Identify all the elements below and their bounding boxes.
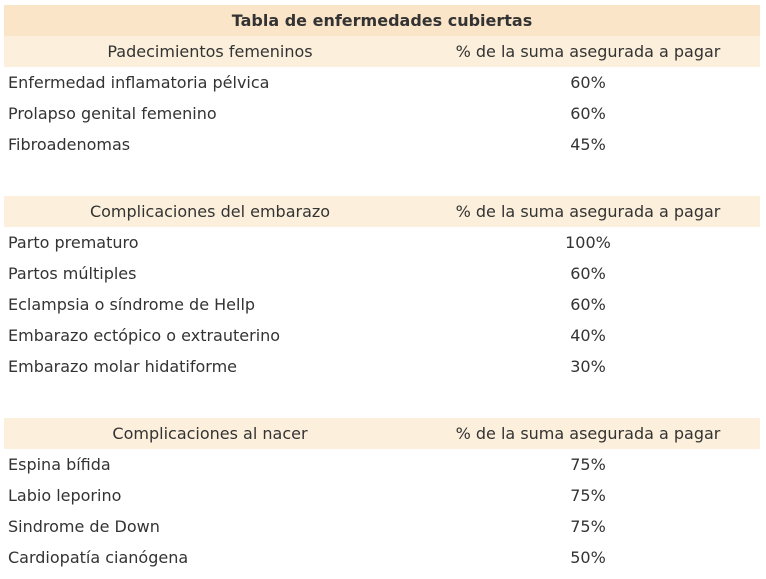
table-row (4, 511, 760, 542)
table-row (4, 67, 760, 98)
row-value: 100% (565, 233, 611, 252)
table-title: Tabla de enfermedades cubiertas (4, 5, 760, 36)
row-label: Prolapso genital femenino (8, 104, 217, 123)
section-header-embarazo (4, 196, 760, 227)
section-header-value-label: % de la suma asegurada a pagar (455, 202, 721, 221)
table-row (4, 258, 760, 289)
row-value: 75% (570, 517, 606, 536)
row-value: 45% (570, 135, 606, 154)
table-row (4, 129, 760, 160)
row-label: Espina bífida (8, 455, 111, 474)
row-value: 60% (570, 73, 606, 92)
row-value: 50% (570, 548, 606, 567)
section-header-label: Complicaciones del embarazo (89, 202, 331, 221)
row-label: Partos múltiples (8, 264, 137, 283)
table-row (4, 289, 760, 320)
table-row (4, 480, 760, 511)
table-row (4, 542, 760, 573)
row-value: 60% (570, 295, 606, 314)
row-label: Eclampsia o síndrome de Hellp (8, 295, 256, 314)
row-label: Embarazo ectópico o extrauterino (8, 326, 281, 345)
section-header-label: Complicaciones al nacer (112, 424, 308, 443)
section-header-value-label: % de la suma asegurada a pagar (455, 424, 721, 443)
row-value: 40% (570, 326, 606, 345)
row-label: Sindrome de Down (8, 517, 160, 536)
row-label: Labio leporino (8, 486, 122, 505)
row-label: Cardiopatía cianógena (8, 548, 189, 567)
section-header-value-label: % de la suma asegurada a pagar (455, 42, 721, 61)
section-header-femeninos (4, 36, 760, 67)
table-row (4, 449, 760, 480)
table-row (4, 227, 760, 258)
row-label: Embarazo molar hidatiforme (8, 357, 238, 376)
row-value: 60% (570, 264, 606, 283)
table-row (4, 320, 760, 351)
row-label: Parto prematuro (8, 233, 139, 252)
table-row (4, 351, 760, 382)
row-value: 60% (570, 104, 606, 123)
row-value: 75% (570, 486, 606, 505)
table-row (4, 98, 760, 129)
row-label: Fibroadenomas (8, 135, 131, 154)
section-header-nacer (4, 418, 760, 449)
row-value: 75% (570, 455, 606, 474)
row-label: Enfermedad inflamatoria pélvica (8, 73, 270, 92)
section-header-label: Padecimientos femeninos (107, 42, 313, 61)
row-value: 30% (570, 357, 606, 376)
